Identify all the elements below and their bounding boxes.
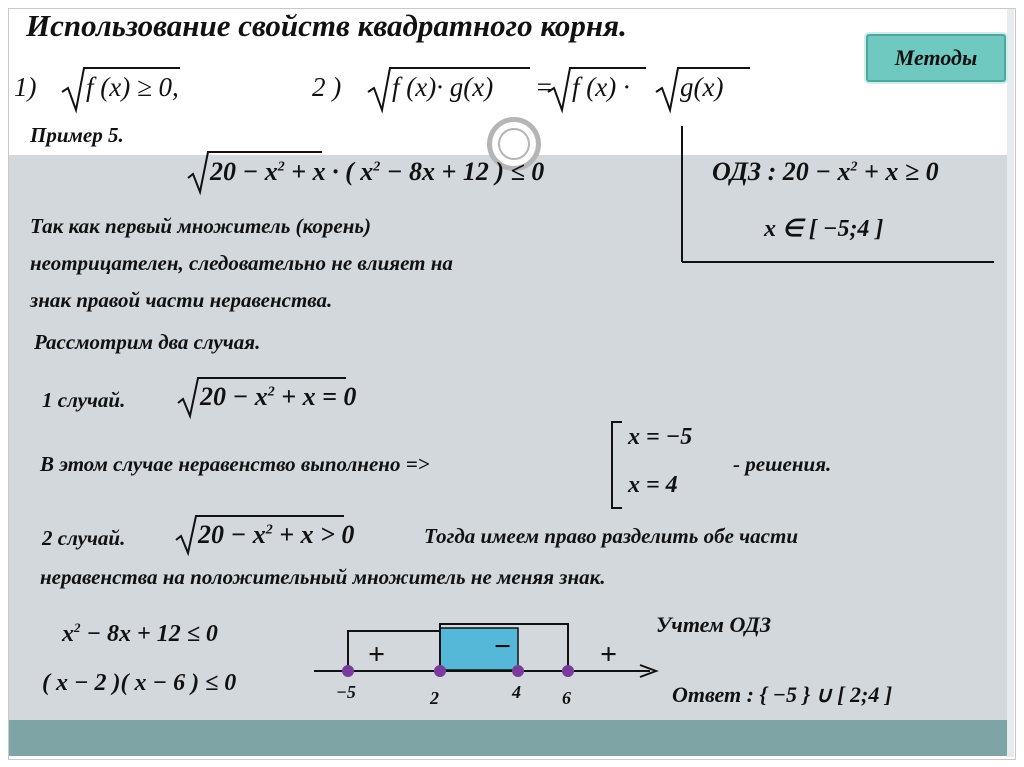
case1-label: 1 случай. <box>42 388 126 412</box>
tick-label-6: 6 <box>562 688 571 708</box>
property1-number: 1) <box>14 72 37 102</box>
odz-interval: x ∈ [ −5;4 ] <box>764 216 884 242</box>
tick-label-2: 2 <box>430 688 439 708</box>
point-2 <box>434 665 446 677</box>
example-inequality: $20 - x^2 + x$ · ( $x^2 - 8x + 12$ ) ≤ 0 <box>210 157 545 186</box>
point-6 <box>562 665 574 677</box>
quadratic-inequality: $x^2 - 8x + 12 \le 0$ <box>62 620 218 647</box>
property2-right-1: f (x) · <box>572 72 630 102</box>
tick-label-4: 4 <box>512 682 521 702</box>
slide-title: Использование свойств квадратного корня. <box>26 8 627 43</box>
factored-inequality: ( x − 2 )( x − 6 ) ≤ 0 <box>42 670 237 696</box>
example-label: Пример 5. <box>30 123 124 147</box>
sign-minus-middle: − <box>494 630 512 663</box>
property1-expression: f (x) ≥ 0, <box>86 72 179 102</box>
odz-condition: ОДЗ : $20 - x^2 + x \ge 0$ <box>712 157 939 186</box>
case2-text-1: Тогда имеем право разделить обе части <box>424 524 799 548</box>
answer: Ответ : { −5 } ∪ [ 2;4 ] <box>672 682 893 707</box>
two-cases-text: Рассмотрим два случая. <box>34 330 261 354</box>
property2-left: f (x)· g(x) <box>392 72 494 102</box>
case1-equation: $20 - x^2 + x = 0$ <box>200 382 357 411</box>
odz-note: Учтем ОДЗ <box>656 612 772 637</box>
case1-solution-1: x = −5 <box>628 424 693 450</box>
point-4 <box>512 665 524 677</box>
case2-label: 2 случай. <box>42 526 126 550</box>
system-bracket <box>612 422 622 508</box>
case1-solution-2: x = 4 <box>628 472 678 498</box>
methods-button[interactable]: Методы <box>866 34 1006 82</box>
tick-label-minus5: −5 <box>336 682 356 702</box>
case2-inequality: $20 - x^2 + x > 0$ <box>198 520 355 549</box>
case2-text-2: неравенства на положительный множитель не меняя знак. <box>40 565 606 589</box>
property2-number: 2 ) <box>312 72 342 102</box>
sign-plus-left: + <box>368 638 386 671</box>
sign-arc-left <box>348 631 440 671</box>
point-minus5 <box>342 665 354 677</box>
sign-plus-right: + <box>600 638 618 671</box>
property2-equals: = <box>535 72 554 102</box>
case1-suffix: - решения. <box>733 452 832 476</box>
case1-text: В этом случае неравенство выполнено => <box>40 452 430 476</box>
explanation-text: Так как первый множитель (корень) неотрицателен, следовательно не влияет на знак правой части неравенства. <box>30 214 453 312</box>
property2-right-2: g(x) <box>680 72 724 102</box>
